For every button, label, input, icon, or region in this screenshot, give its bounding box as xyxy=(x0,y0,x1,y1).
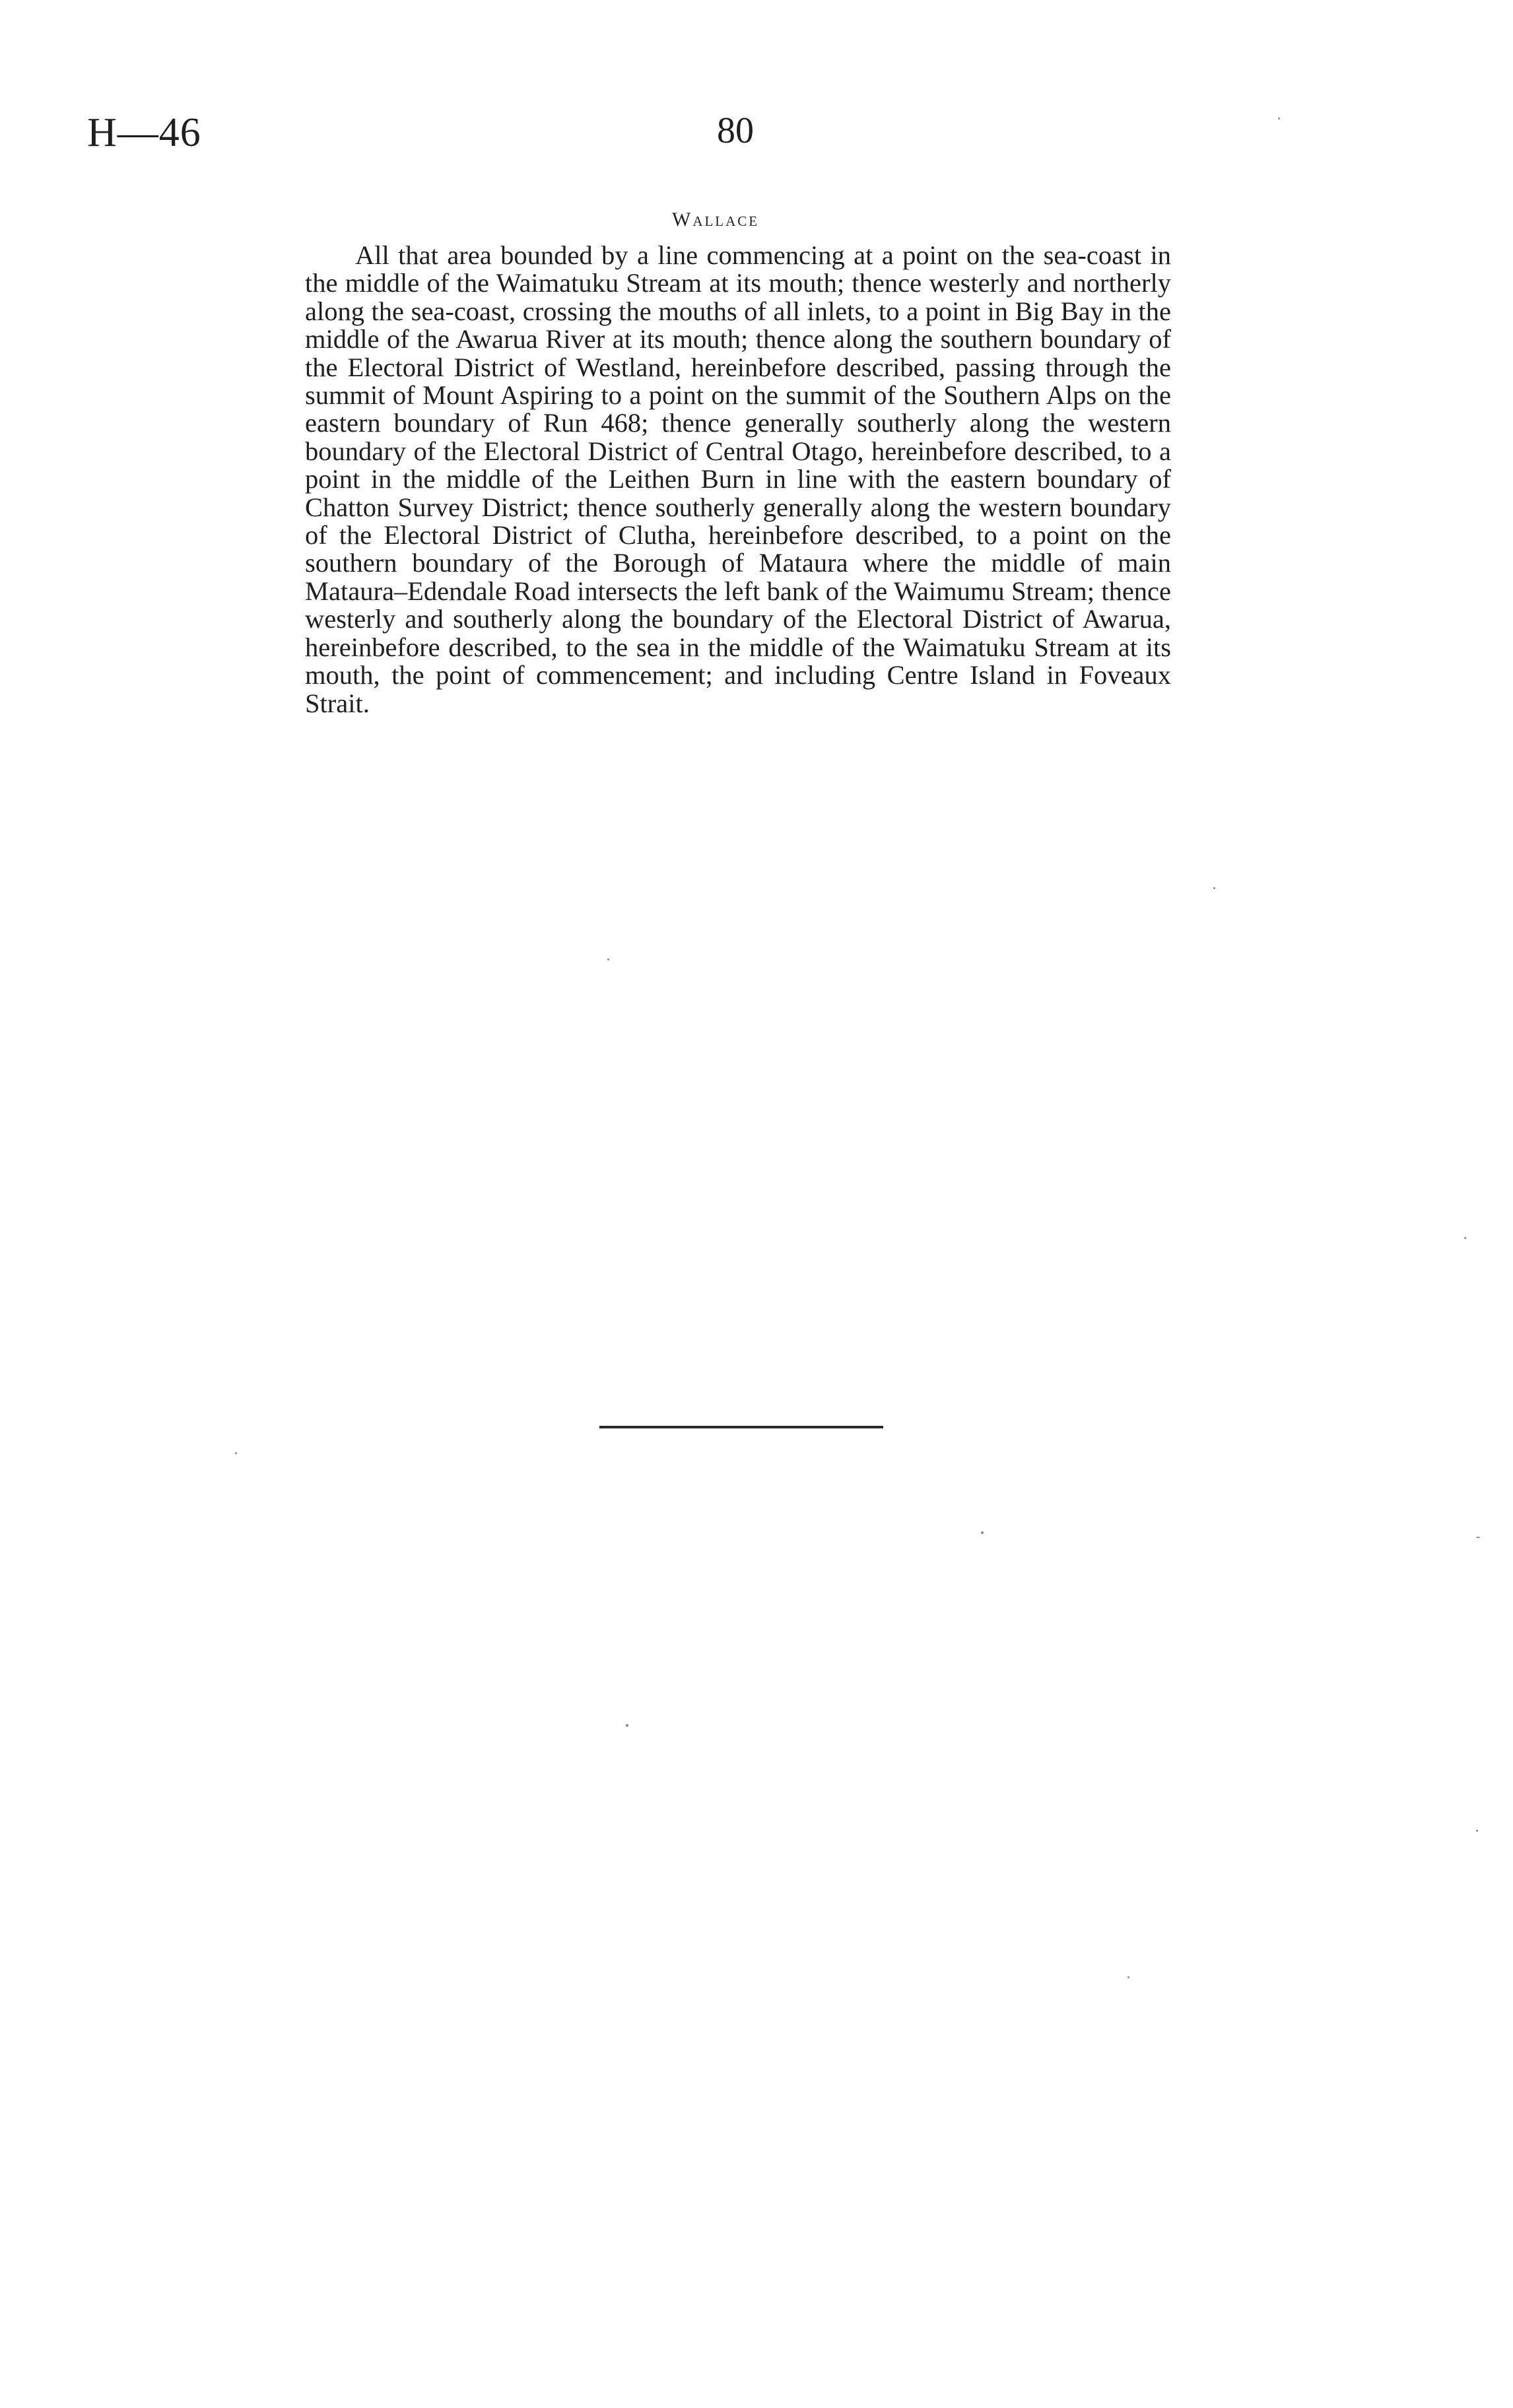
section-title: Wallace xyxy=(672,209,760,230)
scan-speck xyxy=(607,958,609,960)
scan-speck xyxy=(1127,1976,1129,1978)
page-number: 80 xyxy=(717,110,754,151)
scan-speck xyxy=(1476,1537,1480,1538)
scan-speck xyxy=(1278,117,1280,119)
scan-speck xyxy=(235,1452,237,1454)
document-reference: H—46 xyxy=(87,110,201,155)
scan-speck xyxy=(1213,887,1215,889)
scan-speck xyxy=(981,1531,984,1534)
scan-speck xyxy=(626,1724,628,1727)
scan-speck xyxy=(1464,1237,1466,1239)
section-body-paragraph: All that area bounded by a line commencing at a point on the sea-coast in the middle of the Waimatuku Stream at its mouth; thence westerly and northerly along the sea-coast, crossing the mouths of all inlets, to a point in Big Bay in the middle of the Awarua River at its mouth; thence along the southern boundary of the Electoral District of Westland, hereinbefore described, passing through the summit of Mount Aspiring to a point on the summit of the Southern Alps on the eastern boundary of Run 468; thence generally southerly along the western boundary of the Electoral District of Central Otago, hereinbefore described, to a point in the middle of the Leithen Burn in line with the eastern boundary of Chatton Survey District; thence southerly generally along the western boundary of the Electoral District of Clutha, hereinbefore described, to a point on the southern boundary of the Borough of Mataura where the middle of main Mataura–Edendale Road intersects the left bank of the Waimumu Stream; thence westerly and southerly along the boundary of the Electoral District of Awarua, hereinbefore described, to the sea in the middle of the Waimatuku Stream at its mouth, the point of commencement; and including Centre Island in Foveaux Strait. xyxy=(305,240,1171,718)
horizontal-rule xyxy=(599,1426,883,1428)
scan-speck xyxy=(1476,1830,1478,1832)
